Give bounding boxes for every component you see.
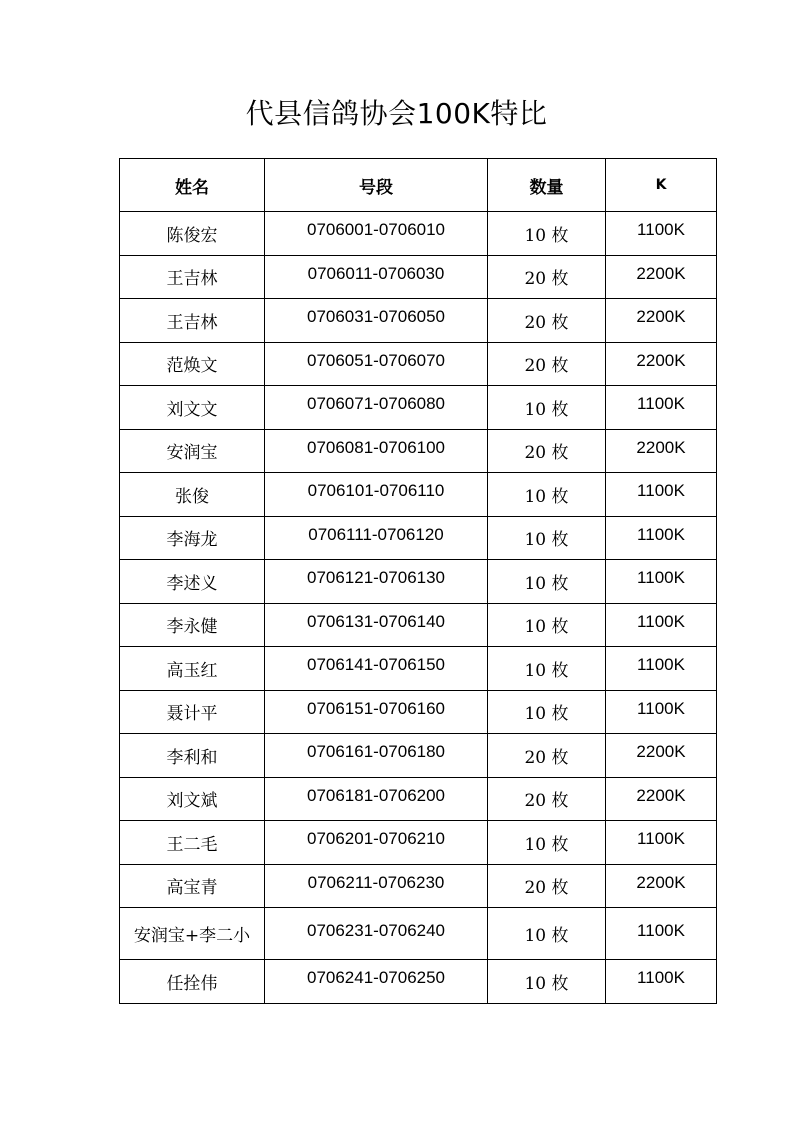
header-name: 姓名 [120,159,265,212]
cell-k: 1100K [606,644,717,688]
cell-name: 高宝青 [120,864,265,908]
table-row [120,647,717,691]
cell-name: 高玉红 [120,647,265,691]
cell-quantity: 20 枚 [488,255,606,299]
cell-range: 0706011-0706030 [265,252,488,296]
cell-quantity: 20 枚 [488,777,606,821]
cell-quantity: 20 枚 [488,429,606,473]
cell-range: 0706141-0706150 [265,644,488,688]
cell-k: 1100K [606,905,717,957]
cell-name: 安润宝 [120,429,265,473]
page-title: 代县信鸽协会100K特比 [245,97,548,130]
cell-k: 2200K [606,774,717,818]
cell-quantity: 10 枚 [488,516,606,560]
table-row [120,212,717,256]
table-row [120,255,717,299]
cell-range: 0706081-0706100 [265,426,488,470]
cell-name: 陈俊宏 [120,212,265,256]
cell-quantity: 10 枚 [488,473,606,517]
table-row [120,908,717,960]
cell-k: 1100K [606,557,717,601]
cell-quantity: 10 枚 [488,386,606,430]
cell-k: 1100K [606,513,717,557]
table-row [120,821,717,865]
header-k: K [606,159,717,212]
cell-range: 0706031-0706050 [265,296,488,340]
cell-range: 0706151-0706160 [265,687,488,731]
cell-k: 1100K [606,600,717,644]
table-row [120,516,717,560]
table-row [120,429,717,473]
cell-quantity: 10 枚 [488,690,606,734]
table-row [120,603,717,647]
table-body [120,212,717,1004]
cell-name: 王吉林 [120,299,265,343]
cell-k: 1100K [606,209,717,253]
cell-quantity: 10 枚 [488,603,606,647]
cell-quantity: 10 枚 [488,560,606,604]
cell-name: 刘文文 [120,386,265,430]
cell-name: 范焕文 [120,342,265,386]
cell-k: 2200K [606,731,717,775]
table-row [120,473,717,517]
cell-name: 李海龙 [120,516,265,560]
cell-range: 0706201-0706210 [265,818,488,862]
cell-k: 1100K [606,687,717,731]
cell-name: 刘文斌 [120,777,265,821]
table-row [120,342,717,386]
entries-table [119,158,717,1004]
cell-name: 任拴伟 [120,960,265,1004]
cell-range: 0706071-0706080 [265,383,488,427]
header-quantity: 数量 [488,159,606,212]
cell-range: 0706101-0706110 [265,470,488,514]
cell-range: 0706121-0706130 [265,557,488,601]
cell-quantity: 20 枚 [488,299,606,343]
cell-range: 0706131-0706140 [265,600,488,644]
table-row [120,299,717,343]
cell-k: 2200K [606,339,717,383]
table-row [120,864,717,908]
cell-k: 2200K [606,861,717,905]
header-range: 号段 [265,159,488,212]
cell-name: 李述义 [120,560,265,604]
cell-quantity: 20 枚 [488,734,606,778]
cell-k: 1100K [606,470,717,514]
cell-k: 1100K [606,383,717,427]
cell-name: 张俊 [120,473,265,517]
table-row [120,777,717,821]
cell-quantity: 10 枚 [488,960,606,1004]
cell-quantity: 20 枚 [488,342,606,386]
table-row [120,386,717,430]
cell-quantity: 10 枚 [488,212,606,256]
cell-k: 2200K [606,296,717,340]
cell-range: 0706161-0706180 [265,731,488,775]
cell-quantity: 10 枚 [488,821,606,865]
cell-range: 0706231-0706240 [265,905,488,957]
cell-quantity: 10 枚 [488,647,606,691]
cell-range: 0706111-0706120 [265,513,488,557]
cell-name: 李永健 [120,603,265,647]
cell-name: 王吉林 [120,255,265,299]
cell-range: 0706211-0706230 [265,861,488,905]
table-header-row [120,159,717,212]
table-row [120,690,717,734]
table-row [120,560,717,604]
table-row [120,734,717,778]
cell-k: 2200K [606,426,717,470]
cell-range: 0706051-0706070 [265,339,488,383]
cell-range: 0706241-0706250 [265,957,488,1001]
cell-k: 1100K [606,957,717,1001]
cell-range: 0706181-0706200 [265,774,488,818]
cell-name: 李利和 [120,734,265,778]
cell-k: 2200K [606,252,717,296]
table-row [120,960,717,1004]
cell-k: 1100K [606,818,717,862]
cell-quantity: 10 枚 [488,908,606,960]
cell-quantity: 20 枚 [488,864,606,908]
cell-name: 聂计平 [120,690,265,734]
cell-name: 王二毛 [120,821,265,865]
cell-name: 安润宝+李二小 [120,908,265,960]
cell-range: 0706001-0706010 [265,209,488,253]
